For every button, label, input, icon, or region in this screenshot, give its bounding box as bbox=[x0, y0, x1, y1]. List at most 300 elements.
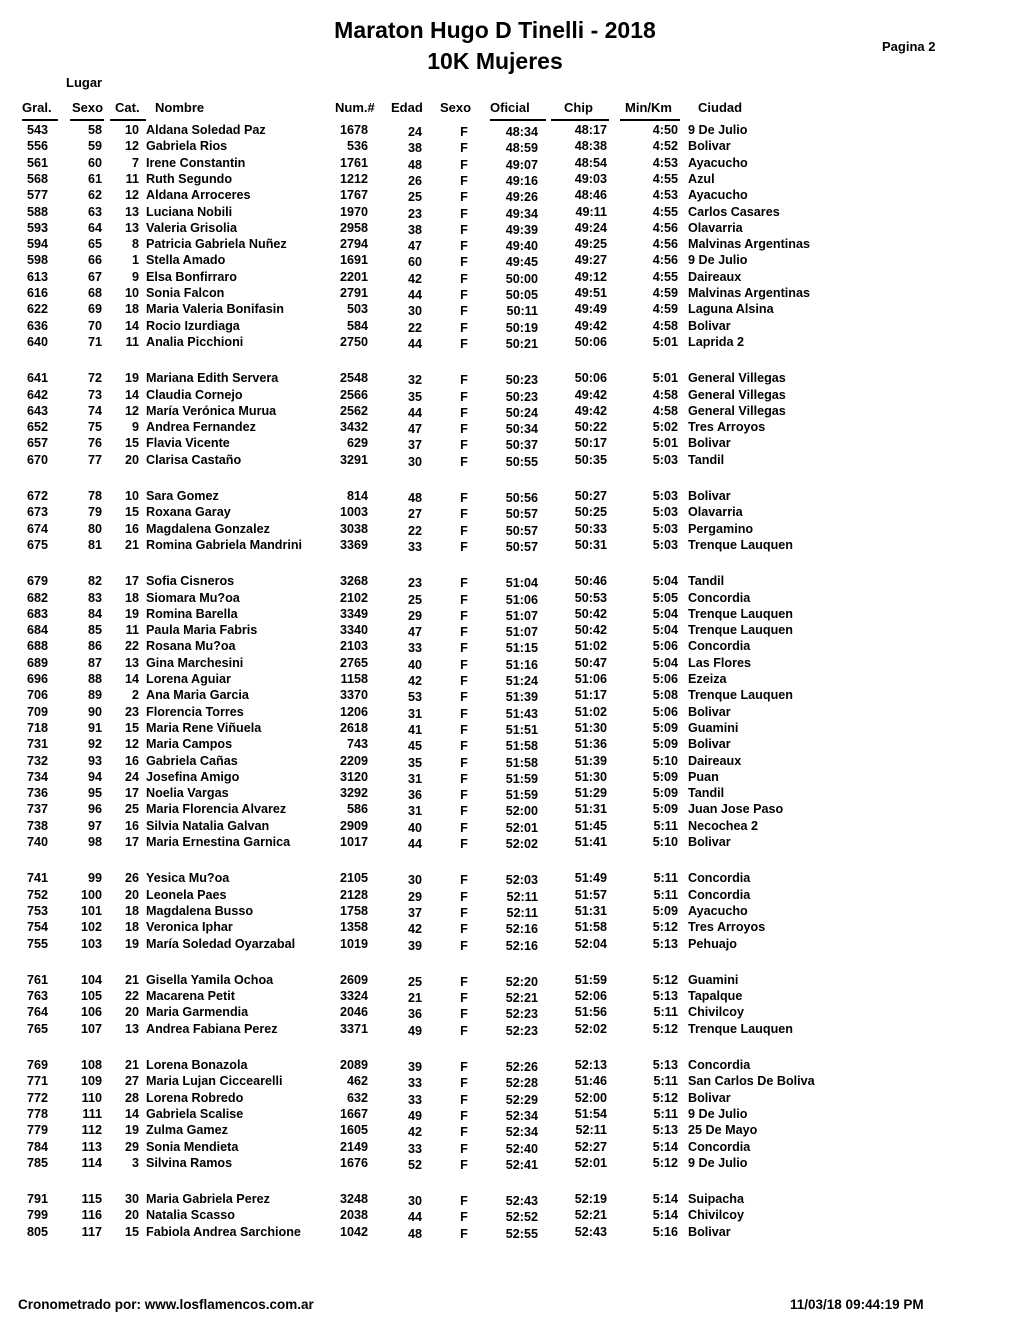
sexo-place: 77 bbox=[87, 452, 102, 467]
official-time: 50:56 bbox=[505, 491, 538, 505]
cat-place: 14 bbox=[124, 672, 139, 686]
table-row bbox=[0, 139, 1024, 155]
runner-name: Sonia Falcon bbox=[146, 286, 225, 300]
sexo-place: 61 bbox=[87, 171, 102, 186]
chip-time: 50:33 bbox=[574, 521, 607, 536]
age: 33 bbox=[407, 641, 422, 656]
sex: F bbox=[460, 889, 468, 904]
sex: F bbox=[460, 837, 468, 851]
city: Trenque Lauquen bbox=[688, 1021, 793, 1036]
chip-time: 52:04 bbox=[574, 936, 607, 951]
city: Tandil bbox=[688, 574, 725, 589]
official-time: 52:43 bbox=[505, 1194, 538, 1209]
age: 23 bbox=[407, 576, 422, 591]
table-row bbox=[0, 607, 1024, 623]
chip-time: 52:19 bbox=[574, 1192, 607, 1207]
bib-number: 2909 bbox=[339, 818, 368, 833]
city: Pehuajo bbox=[688, 936, 737, 951]
bib-number: 3038 bbox=[339, 521, 368, 536]
gral-place: 675 bbox=[27, 537, 49, 552]
bib-number: 1158 bbox=[340, 672, 368, 686]
runner-name: Elsa Bonfirraro bbox=[146, 269, 237, 284]
gral-place: 755 bbox=[27, 936, 49, 951]
pace: 5:14 bbox=[652, 1139, 678, 1154]
official-time: 51:59 bbox=[505, 788, 538, 803]
age: 38 bbox=[407, 222, 422, 237]
chip-time: 52:13 bbox=[574, 1058, 607, 1072]
chip-time: 48:46 bbox=[574, 188, 607, 203]
runner-name: Gabriela Scalise bbox=[146, 1106, 244, 1121]
table-row bbox=[0, 123, 1024, 139]
col-header-chip: Chip bbox=[564, 100, 593, 115]
official-time: 51:15 bbox=[505, 641, 538, 656]
header-underline bbox=[110, 119, 146, 121]
official-time: 51:06 bbox=[505, 592, 538, 607]
runner-name: Yesica Mu?oa bbox=[146, 871, 230, 886]
runner-name: Lorena Aguiar bbox=[146, 672, 231, 686]
chip-time: 49:42 bbox=[574, 403, 607, 418]
chip-time: 51:31 bbox=[574, 802, 607, 817]
pace: 5:11 bbox=[653, 1074, 678, 1089]
sex: F bbox=[460, 625, 468, 640]
gral-place: 753 bbox=[27, 903, 49, 918]
sex: F bbox=[460, 373, 468, 388]
bib-number: 1758 bbox=[339, 903, 368, 918]
sex: F bbox=[460, 422, 468, 437]
sexo-place: 113 bbox=[81, 1139, 102, 1154]
sex: F bbox=[460, 141, 468, 156]
sex: F bbox=[460, 1007, 468, 1022]
bib-number: 629 bbox=[346, 436, 368, 451]
pace: 5:04 bbox=[652, 623, 678, 638]
city: Carlos Casares bbox=[688, 204, 780, 219]
official-time: 51:43 bbox=[505, 706, 538, 721]
sex: F bbox=[460, 1141, 468, 1156]
gral-place: 588 bbox=[27, 204, 49, 219]
cat-place: 17 bbox=[124, 574, 139, 589]
runner-name: Josefina Amigo bbox=[146, 769, 240, 784]
city: Bolivar bbox=[688, 1090, 731, 1105]
pace: 5:02 bbox=[652, 420, 678, 435]
table-row bbox=[0, 591, 1024, 607]
gral-place: 805 bbox=[27, 1224, 49, 1239]
gral-place: 643 bbox=[27, 403, 49, 418]
table-row bbox=[0, 802, 1024, 818]
bib-number: 1691 bbox=[339, 253, 368, 268]
pace: 5:09 bbox=[652, 786, 678, 801]
age: 37 bbox=[407, 905, 422, 920]
runner-name: Maria Garmendia bbox=[146, 1005, 249, 1020]
bib-number: 584 bbox=[346, 318, 368, 333]
bib-number: 814 bbox=[346, 489, 368, 503]
bib-number: 1605 bbox=[339, 1123, 368, 1138]
sex: F bbox=[460, 157, 468, 172]
pace: 5:05 bbox=[652, 590, 678, 605]
chip-time: 49:03 bbox=[574, 171, 607, 186]
table-row bbox=[0, 172, 1024, 188]
city: Ezeiza bbox=[688, 672, 727, 686]
age: 42 bbox=[407, 1125, 422, 1140]
bib-number: 2566 bbox=[339, 387, 368, 402]
table-row bbox=[0, 270, 1024, 286]
official-time: 51:39 bbox=[505, 690, 538, 705]
bib-number: 1019 bbox=[339, 936, 368, 951]
sex: F bbox=[460, 239, 468, 254]
age: 31 bbox=[407, 706, 422, 721]
runner-name: María Soledad Oyarzabal bbox=[146, 936, 296, 951]
age: 41 bbox=[407, 722, 422, 737]
runner-name: Paula Maria Fabris bbox=[146, 623, 258, 638]
age: 33 bbox=[407, 1076, 422, 1091]
gral-place: 636 bbox=[27, 318, 49, 333]
official-time: 51:24 bbox=[505, 674, 538, 688]
gral-place: 684 bbox=[27, 623, 49, 638]
bib-number: 3120 bbox=[339, 769, 368, 784]
sex: F bbox=[460, 1092, 468, 1107]
chip-time: 52:43 bbox=[574, 1224, 607, 1239]
age: 35 bbox=[407, 755, 422, 770]
runner-name: Irene Constantin bbox=[146, 155, 246, 170]
sex: F bbox=[460, 576, 468, 591]
pace: 4:56 bbox=[652, 220, 678, 235]
bib-number: 2765 bbox=[339, 655, 368, 670]
sex: F bbox=[460, 690, 468, 705]
sexo-place: 81 bbox=[87, 537, 102, 552]
sex: F bbox=[460, 991, 468, 1006]
sex: F bbox=[460, 641, 468, 656]
gral-place: 737 bbox=[27, 802, 49, 817]
chip-time: 51:29 bbox=[574, 786, 607, 801]
gral-place: 640 bbox=[27, 334, 49, 349]
sex: F bbox=[460, 405, 468, 420]
sexo-place: 78 bbox=[87, 489, 102, 503]
chip-time: 51:17 bbox=[574, 688, 607, 703]
sex: F bbox=[460, 771, 468, 786]
bib-number: 3340 bbox=[339, 623, 368, 638]
cat-place: 15 bbox=[124, 1224, 139, 1239]
gral-place: 791 bbox=[27, 1192, 49, 1207]
cat-place: 18 bbox=[124, 302, 139, 317]
gral-place: 556 bbox=[27, 139, 49, 154]
sexo-place: 76 bbox=[87, 436, 102, 451]
cat-place: 14 bbox=[124, 387, 139, 402]
sexo-place: 104 bbox=[80, 972, 102, 987]
pace: 5:03 bbox=[652, 537, 678, 552]
bib-number: 2149 bbox=[339, 1139, 368, 1154]
official-time: 50:23 bbox=[505, 389, 538, 404]
cat-place: 22 bbox=[124, 989, 139, 1004]
cat-place: 13 bbox=[124, 204, 139, 219]
header-underline bbox=[70, 119, 104, 121]
age: 44 bbox=[407, 1210, 422, 1225]
chip-time: 50:25 bbox=[574, 505, 607, 520]
page-number: Pagina 2 bbox=[882, 39, 936, 54]
sex: F bbox=[460, 755, 468, 770]
sex: F bbox=[460, 206, 468, 221]
cat-place: 12 bbox=[124, 403, 139, 418]
bib-number: 462 bbox=[346, 1074, 368, 1089]
bib-number: 3432 bbox=[339, 420, 368, 435]
sex: F bbox=[460, 657, 468, 672]
age: 36 bbox=[407, 1007, 422, 1022]
chip-time: 51:59 bbox=[574, 972, 607, 987]
official-time: 50:21 bbox=[505, 336, 538, 351]
bib-number: 2791 bbox=[339, 286, 368, 300]
runner-name: Gabriela Cañas bbox=[146, 753, 238, 768]
runner-name: Patricia Gabriela Nuñez bbox=[146, 237, 287, 252]
table-row bbox=[0, 1123, 1024, 1139]
runner-name: Macarena Petit bbox=[146, 989, 235, 1004]
pace: 5:09 bbox=[652, 903, 678, 918]
cat-place: 25 bbox=[124, 802, 139, 817]
gral-place: 732 bbox=[27, 753, 49, 768]
table-row bbox=[0, 453, 1024, 469]
cat-place: 12 bbox=[124, 139, 139, 154]
age: 60 bbox=[407, 255, 422, 270]
gral-place: 683 bbox=[27, 606, 49, 621]
bib-number: 1676 bbox=[339, 1155, 368, 1170]
gral-place: 598 bbox=[27, 253, 49, 268]
pace: 5:06 bbox=[652, 704, 678, 719]
sexo-place: 110 bbox=[81, 1090, 102, 1105]
gral-place: 670 bbox=[27, 452, 49, 467]
bib-number: 586 bbox=[346, 802, 368, 817]
table-row bbox=[0, 1058, 1024, 1074]
age: 47 bbox=[407, 625, 422, 640]
table-row bbox=[0, 574, 1024, 590]
pace: 5:10 bbox=[652, 835, 678, 849]
city: Las Flores bbox=[688, 655, 751, 670]
chip-time: 50:47 bbox=[574, 655, 607, 670]
sex: F bbox=[460, 804, 468, 819]
sex: F bbox=[460, 820, 468, 835]
cat-place: 20 bbox=[124, 452, 139, 467]
header-underline bbox=[620, 119, 680, 121]
cat-place: 14 bbox=[124, 318, 139, 333]
bib-number: 3371 bbox=[339, 1021, 368, 1036]
sex: F bbox=[460, 389, 468, 404]
runner-name: Aldana Soledad Paz bbox=[146, 123, 266, 137]
cat-place: 10 bbox=[124, 123, 139, 137]
city: Trenque Lauquen bbox=[688, 537, 793, 552]
age: 30 bbox=[407, 1194, 422, 1209]
sexo-place: 84 bbox=[87, 606, 102, 621]
table-row bbox=[0, 754, 1024, 770]
table-row bbox=[0, 319, 1024, 335]
runner-name: Fabiola Andrea Sarchione bbox=[146, 1224, 301, 1239]
bib-number: 2209 bbox=[339, 753, 368, 768]
city: Concordia bbox=[688, 590, 751, 605]
chip-time: 51:06 bbox=[574, 672, 607, 686]
sexo-place: 93 bbox=[87, 753, 102, 768]
city: Bolivar bbox=[688, 139, 731, 154]
gral-place: 752 bbox=[27, 887, 49, 902]
chip-time: 49:42 bbox=[574, 387, 607, 402]
runner-name: Magdalena Gonzalez bbox=[146, 521, 270, 536]
sex: F bbox=[460, 438, 468, 453]
official-time: 50:55 bbox=[505, 454, 538, 469]
official-time: 51:07 bbox=[505, 608, 538, 623]
sex: F bbox=[460, 523, 468, 538]
chip-time: 52:00 bbox=[574, 1090, 607, 1105]
bib-number: 3248 bbox=[339, 1192, 368, 1207]
gral-place: 706 bbox=[27, 688, 49, 703]
sexo-place: 94 bbox=[87, 769, 102, 784]
runner-name: Romina Barella bbox=[146, 606, 238, 621]
table-row bbox=[0, 188, 1024, 204]
chip-time: 49:24 bbox=[574, 220, 607, 235]
sex: F bbox=[460, 125, 468, 139]
age: 36 bbox=[407, 788, 422, 803]
runner-name: Lorena Robredo bbox=[146, 1090, 244, 1105]
city: Laguna Alsina bbox=[688, 302, 774, 317]
col-header-nombre: Nombre bbox=[155, 100, 205, 115]
bib-number: 2548 bbox=[339, 371, 368, 386]
sexo-place: 95 bbox=[87, 786, 102, 801]
chip-time: 52:21 bbox=[574, 1208, 607, 1223]
bib-number: 2046 bbox=[339, 1005, 368, 1020]
gral-place: 769 bbox=[27, 1058, 49, 1072]
table-row bbox=[0, 786, 1024, 802]
chip-time: 49:11 bbox=[575, 204, 607, 219]
city: Concordia bbox=[688, 1058, 751, 1072]
pace: 5:01 bbox=[652, 334, 678, 349]
pace: 5:14 bbox=[652, 1192, 678, 1207]
chip-time: 51:46 bbox=[574, 1074, 607, 1089]
pace: 5:13 bbox=[652, 936, 678, 951]
bib-number: 1042 bbox=[339, 1224, 368, 1239]
page-title: Maraton Hugo D Tinelli - 2018 bbox=[334, 17, 656, 43]
age: 32 bbox=[407, 373, 422, 388]
pace: 5:09 bbox=[652, 720, 678, 735]
runner-name: Maria Lujan Ciccearelli bbox=[146, 1074, 283, 1089]
city: Tandil bbox=[688, 786, 725, 801]
cat-place: 21 bbox=[124, 972, 139, 987]
runner-name: Silvina Ramos bbox=[146, 1155, 233, 1170]
pace: 4:52 bbox=[652, 139, 678, 154]
chip-time: 51:39 bbox=[574, 753, 607, 768]
bib-number: 632 bbox=[346, 1090, 368, 1105]
age: 44 bbox=[407, 336, 422, 351]
pace: 5:12 bbox=[652, 1155, 678, 1170]
sexo-place: 112 bbox=[81, 1123, 102, 1138]
sexo-place: 71 bbox=[87, 334, 102, 349]
sexo-place: 107 bbox=[80, 1021, 102, 1036]
table-row bbox=[0, 371, 1024, 387]
cat-place: 1 bbox=[131, 253, 139, 268]
col-header-ciudad: Ciudad bbox=[698, 100, 743, 115]
runner-name: Magdalena Busso bbox=[146, 903, 254, 918]
age: 49 bbox=[407, 1108, 422, 1123]
bib-number: 1767 bbox=[339, 188, 368, 203]
age: 33 bbox=[407, 539, 422, 554]
official-time: 52:34 bbox=[505, 1125, 538, 1140]
city: General Villegas bbox=[688, 403, 786, 418]
chip-time: 51:56 bbox=[574, 1005, 607, 1020]
runner-name: Maria Rene Viñuela bbox=[146, 720, 262, 735]
age: 47 bbox=[407, 422, 422, 437]
gral-place: 652 bbox=[27, 420, 49, 435]
city: Trenque Lauquen bbox=[688, 688, 793, 703]
pace: 5:03 bbox=[652, 489, 678, 503]
official-time: 51:07 bbox=[505, 625, 538, 640]
bib-number: 2128 bbox=[339, 887, 368, 902]
city: Ayacucho bbox=[688, 903, 748, 918]
runner-name: Clarisa Castaño bbox=[146, 452, 242, 467]
official-time: 50:11 bbox=[506, 304, 538, 319]
bib-number: 3292 bbox=[339, 786, 368, 801]
col-header-edad: Edad bbox=[391, 100, 423, 115]
table-row bbox=[0, 538, 1024, 554]
gral-place: 754 bbox=[27, 920, 49, 935]
official-time: 50:57 bbox=[505, 539, 538, 554]
sexo-place: 117 bbox=[81, 1224, 102, 1239]
sex: F bbox=[460, 922, 468, 937]
sex: F bbox=[460, 608, 468, 623]
pace: 4:59 bbox=[652, 286, 678, 300]
sexo-place: 72 bbox=[87, 371, 102, 386]
gral-place: 740 bbox=[27, 835, 49, 849]
city: Concordia bbox=[688, 871, 751, 886]
pace: 5:08 bbox=[652, 688, 678, 703]
official-time: 52:28 bbox=[505, 1076, 538, 1091]
chip-time: 48:38 bbox=[574, 139, 607, 154]
sex: F bbox=[460, 222, 468, 237]
pace: 4:58 bbox=[652, 403, 678, 418]
sex: F bbox=[460, 1060, 468, 1074]
official-time: 48:59 bbox=[505, 141, 538, 156]
city: Concordia bbox=[688, 1139, 751, 1154]
official-time: 52:01 bbox=[505, 820, 538, 835]
sex: F bbox=[460, 722, 468, 737]
chip-time: 51:02 bbox=[574, 704, 607, 719]
sexo-place: 79 bbox=[87, 505, 102, 520]
chip-time: 51:57 bbox=[574, 887, 607, 902]
city: General Villegas bbox=[688, 371, 786, 386]
col-header-sexo2: Sexo bbox=[440, 100, 472, 115]
pace: 5:11 bbox=[653, 887, 678, 902]
age: 24 bbox=[407, 125, 422, 139]
gral-place: 765 bbox=[27, 1021, 49, 1036]
age: 29 bbox=[407, 889, 422, 904]
age: 25 bbox=[407, 190, 422, 205]
runner-name: Gina Marchesini bbox=[146, 655, 244, 670]
city: Azul bbox=[688, 171, 715, 186]
bib-number: 3369 bbox=[339, 537, 368, 552]
sex: F bbox=[460, 271, 468, 286]
official-time: 50:00 bbox=[505, 271, 538, 286]
age: 44 bbox=[407, 288, 422, 302]
pace: 5:11 bbox=[653, 1106, 678, 1121]
official-time: 52:40 bbox=[505, 1141, 538, 1156]
sexo-place: 111 bbox=[82, 1106, 102, 1121]
gral-place: 672 bbox=[27, 489, 49, 503]
col-header-gral: Gral. bbox=[22, 100, 52, 115]
age: 40 bbox=[407, 657, 422, 672]
official-time: 52:00 bbox=[505, 804, 538, 819]
chip-time: 52:27 bbox=[574, 1139, 607, 1154]
bib-number: 3349 bbox=[339, 606, 368, 621]
gral-place: 568 bbox=[27, 171, 49, 186]
gral-place: 736 bbox=[27, 786, 49, 801]
runner-name: Rosana Mu?oa bbox=[146, 639, 236, 654]
runner-name: Veronica Iphar bbox=[146, 920, 233, 935]
age: 37 bbox=[407, 438, 422, 453]
sex: F bbox=[460, 1023, 468, 1038]
city: 9 De Julio bbox=[688, 1106, 748, 1121]
sex: F bbox=[460, 1076, 468, 1091]
table-row bbox=[0, 737, 1024, 753]
